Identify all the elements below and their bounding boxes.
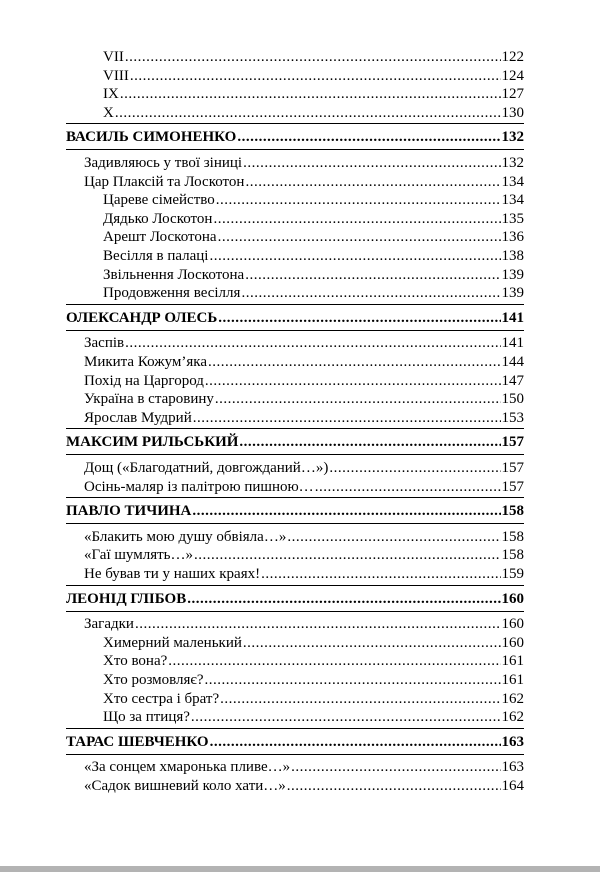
toc-leader-dots [287, 777, 501, 795]
toc-entry [103, 708, 524, 726]
toc-author-heading [66, 309, 524, 327]
toc-page-number: 138 [501, 248, 524, 264]
toc-entry [103, 284, 524, 302]
toc-page-number: 130 [501, 104, 524, 121]
toc-leader-dots [329, 459, 500, 477]
toc-entry-title: ОЛЕКСАНДР ОЛЕСЬ [66, 309, 218, 326]
toc-entry-title: ЛЕОНІД ГЛІБОВ [66, 590, 187, 607]
toc-leader-dots [209, 247, 500, 265]
section-divider [66, 497, 524, 498]
toc-entry [103, 191, 524, 209]
toc-entry [84, 546, 524, 564]
toc-leader-dots [215, 390, 501, 408]
toc-entry [103, 690, 524, 708]
section-divider [66, 330, 524, 331]
toc-page-number: 163 [501, 733, 524, 750]
toc-leader-dots [245, 173, 500, 191]
toc-page-number: 157 [501, 434, 524, 451]
toc-entry-title: Осінь-маляр із палітрою пишною… [84, 478, 314, 495]
toc-page-number: 161 [501, 653, 524, 670]
toc-leader-dots [239, 433, 500, 451]
toc-leader-dots [210, 733, 501, 751]
toc-page-number: 139 [501, 285, 524, 302]
toc-page-number: 158 [501, 503, 524, 520]
toc-entry-title: «Садок вишневий коло хати…» [84, 778, 286, 794]
toc-entry [103, 671, 524, 689]
section-divider [66, 304, 524, 305]
toc-page-number: 135 [501, 210, 524, 227]
toc-page-number: 158 [501, 528, 524, 545]
toc-entry-title: Не бував ти у наших краях! [84, 566, 261, 582]
toc-page-number: 163 [501, 759, 524, 776]
toc-entry [103, 48, 524, 66]
toc-page-number: 162 [501, 709, 524, 726]
toc-page-number: 144 [501, 354, 524, 370]
toc-entry [84, 459, 524, 477]
toc-leader-dots [245, 266, 500, 284]
toc-entry-title: X [103, 104, 114, 121]
toc-entry-title: Весілля в палаці [103, 248, 209, 264]
toc-entry-title: IX [103, 86, 119, 103]
section-divider [66, 611, 524, 612]
toc-page-number: 158 [501, 547, 524, 564]
toc-leader-dots [241, 284, 500, 302]
toc-leader-dots [315, 478, 501, 496]
toc-page-number: 160 [501, 634, 524, 651]
toc-leader-dots [135, 615, 501, 633]
toc-author-heading [66, 502, 524, 520]
toc-entry [84, 758, 524, 776]
toc-page-number: 134 [501, 192, 524, 209]
toc-leader-dots [191, 708, 501, 726]
toc-entry [103, 228, 524, 246]
toc-entry-title: Похід на Царгород [84, 372, 204, 389]
toc-entry [84, 353, 524, 371]
toc-entry [103, 104, 524, 122]
toc-leader-dots [120, 85, 501, 103]
toc-page-number: 157 [501, 478, 524, 495]
toc-leader-dots [192, 502, 500, 520]
toc-entry [84, 390, 524, 408]
toc-leader-dots [205, 671, 501, 689]
toc-entry-title: «За сонцем хмаронька пливе…» [84, 759, 291, 776]
toc-page-number: 159 [501, 566, 524, 582]
toc-entry-title: Заспів [84, 335, 125, 352]
toc-entry-title: Дядько Лоскотон [103, 210, 213, 227]
section-divider [66, 454, 524, 455]
viewer-bottom-bar [0, 866, 600, 872]
toc-leader-dots [125, 334, 500, 352]
toc-page-number: 164 [501, 778, 524, 794]
toc-entry [103, 266, 524, 284]
toc-leader-dots [218, 309, 500, 327]
toc-entry [84, 372, 524, 390]
toc-entry-title: Дощ («Благодатний, довгожданий…») [84, 460, 329, 476]
toc-entry [103, 634, 524, 652]
toc-leader-dots [208, 353, 501, 371]
toc-entry [84, 154, 524, 172]
toc-page-number: 122 [501, 49, 524, 65]
toc-entry-title: ПАВЛО ТИЧИНА [66, 503, 192, 520]
toc-entry-title: Химерний маленький [103, 634, 242, 651]
toc-page-number: 153 [501, 409, 524, 426]
toc-page-number: 127 [501, 86, 524, 103]
toc-entry-title: Продовження весілля [103, 285, 241, 302]
section-divider [66, 123, 524, 124]
toc-leader-dots [291, 758, 500, 776]
toc-entry-title: Ярослав Мудрий [84, 409, 192, 426]
toc-entry-title: VII [103, 49, 124, 65]
section-divider [66, 428, 524, 429]
toc-entry-title: Україна в старовину [84, 391, 214, 408]
toc-entry [84, 173, 524, 191]
toc-entry [84, 777, 524, 795]
toc-page-number: 136 [501, 229, 524, 246]
toc-entry-title: ТАРАС ШЕВЧЕНКО [66, 733, 209, 750]
toc-entry-title: Хто сестра і брат? [103, 690, 220, 707]
toc-page-number: 134 [501, 173, 524, 190]
toc-leader-dots [243, 154, 500, 172]
toc-entry [84, 528, 524, 546]
toc-author-heading [66, 590, 524, 608]
toc-entry [84, 334, 524, 352]
toc-entry [103, 85, 524, 103]
toc-leader-dots [125, 48, 501, 66]
toc-page-number: 132 [501, 129, 524, 146]
toc-leader-dots [193, 409, 501, 427]
toc-page-number: 139 [501, 266, 524, 283]
toc-entry-title: Микита Кожум’яка [84, 354, 207, 370]
toc-entry-title: «Гаї шумлять…» [84, 547, 193, 564]
toc-leader-dots [287, 528, 500, 546]
toc-entry [103, 247, 524, 265]
toc-entry [84, 409, 524, 427]
toc-entry [84, 565, 524, 583]
toc-page-number: 160 [501, 616, 524, 633]
section-divider [66, 523, 524, 524]
toc-leader-dots [218, 228, 501, 246]
toc-page-number: 162 [501, 690, 524, 707]
toc-leader-dots [216, 191, 501, 209]
toc-entry [103, 210, 524, 228]
toc-entry-title: «Блакить мою душу обвіяла…» [84, 528, 287, 545]
toc-page-number: 160 [501, 590, 524, 607]
toc-leader-dots [237, 128, 500, 146]
toc-page-number: 132 [501, 155, 524, 171]
section-divider [66, 754, 524, 755]
toc-author-heading [66, 433, 524, 451]
toc-leader-dots [194, 546, 501, 564]
toc-entry [103, 652, 524, 670]
toc-entry-title: Хто розмовляє? [103, 672, 204, 688]
toc-entry-title: ВАСИЛЬ СИМОНЕНКО [66, 129, 237, 146]
toc-page-number: 141 [501, 335, 524, 352]
toc-author-heading [66, 128, 524, 146]
toc-leader-dots [220, 690, 500, 708]
toc-leader-dots [213, 210, 500, 228]
toc-leader-dots [205, 372, 501, 390]
section-divider [66, 728, 524, 729]
toc-entry-title: Цареве сімейство [103, 192, 215, 209]
toc-page-number: 124 [501, 67, 524, 84]
toc-entry-title: МАКСИМ РИЛЬСЬКИЙ [66, 434, 239, 451]
toc-author-heading [66, 733, 524, 751]
toc-entry-title: Задивляюсь у твої зіниці [84, 155, 243, 171]
toc-entry-title: Що за птиця? [103, 709, 190, 726]
toc-page-number: 141 [501, 309, 524, 326]
toc-page-number: 157 [501, 460, 524, 476]
toc-leader-dots [243, 634, 501, 652]
toc-page-number: 147 [501, 372, 524, 389]
toc-entry-title: Цар Плаксій та Лоскотон [84, 173, 245, 190]
toc-leader-dots [130, 67, 501, 85]
toc-leader-dots [168, 652, 500, 670]
section-divider [66, 149, 524, 150]
toc-entry-title: Загадки [84, 616, 134, 633]
toc-entry-title: Арешт Лоскотона [103, 229, 217, 246]
toc-page-number: 161 [501, 672, 524, 688]
toc-entry [103, 67, 524, 85]
section-divider [66, 585, 524, 586]
toc-leader-dots [261, 565, 500, 583]
toc-page-number: 150 [501, 391, 524, 408]
toc-leader-dots [187, 590, 500, 608]
toc-entry-title: Хто вона? [103, 653, 168, 670]
toc-entry-title: Звільнення Лоскотона [103, 266, 245, 283]
toc-entry-title: VIII [103, 67, 129, 84]
toc-leader-dots [115, 104, 501, 122]
toc-entry [84, 478, 524, 496]
toc-entry [84, 615, 524, 633]
